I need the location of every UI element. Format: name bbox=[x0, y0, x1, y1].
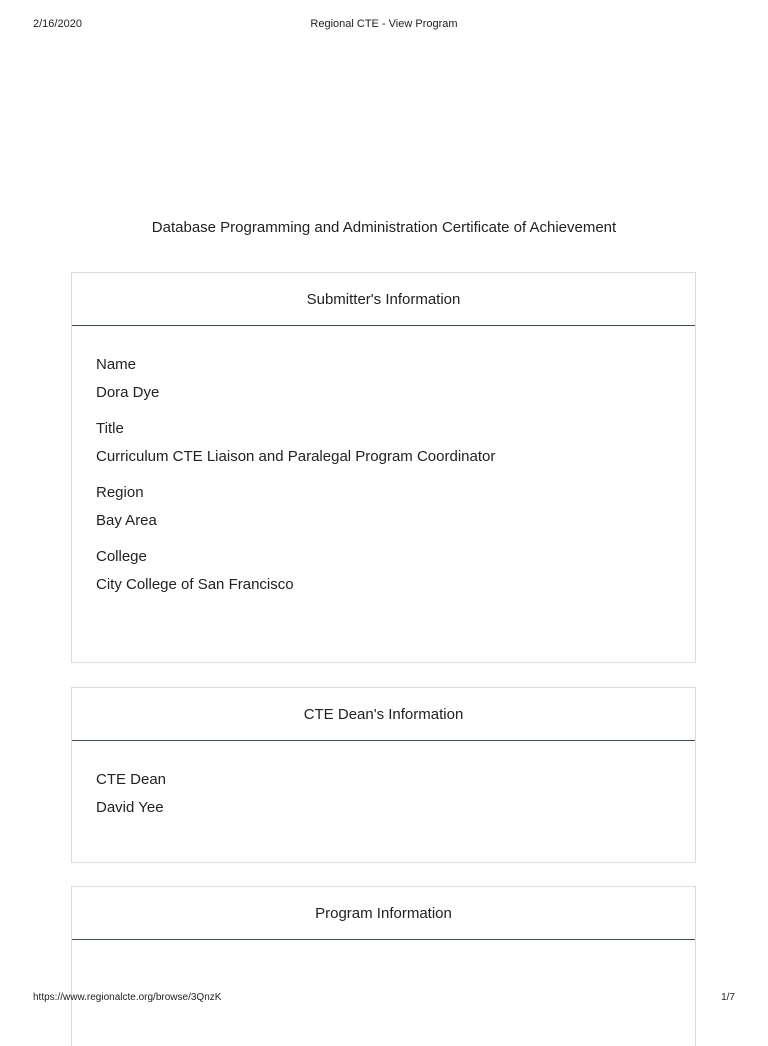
program-info-card bbox=[71, 886, 696, 1046]
field-value: Bay Area bbox=[96, 512, 157, 529]
print-page-number: 1/7 bbox=[721, 992, 735, 1003]
field-value: City College of San Francisco bbox=[96, 576, 294, 593]
submitter-info-heading: Submitter's Information bbox=[72, 273, 695, 326]
dean-info-card bbox=[71, 687, 696, 863]
field-name bbox=[96, 356, 671, 402]
submitter-info-card bbox=[71, 272, 696, 663]
field-value: Dora Dye bbox=[96, 384, 160, 401]
dean-info-heading: CTE Dean's Information bbox=[72, 688, 695, 741]
field-label: CTE Dean bbox=[96, 771, 167, 788]
field-value: David Yee bbox=[96, 799, 164, 816]
field-label: Title bbox=[96, 420, 124, 437]
field-region bbox=[96, 484, 671, 530]
submitter-info-body bbox=[72, 326, 695, 594]
dean-info-body bbox=[72, 741, 695, 817]
field-label: Name bbox=[96, 356, 137, 373]
field-college bbox=[96, 548, 671, 594]
field-title bbox=[96, 420, 671, 466]
field-label: College bbox=[96, 548, 147, 565]
print-url: https://www.regionalcte.org/browse/3QnzK bbox=[33, 992, 222, 1003]
field-label: Region bbox=[96, 484, 144, 501]
field-cte-dean bbox=[96, 771, 671, 817]
print-date: 2/16/2020 bbox=[33, 18, 82, 30]
print-page-title: Regional CTE - View Program bbox=[310, 18, 458, 30]
program-info-heading: Program Information bbox=[72, 887, 695, 940]
field-value: Curriculum CTE Liaison and Paralegal Program Coordinator bbox=[96, 448, 496, 465]
program-title: Database Programming and Administration Certificate of Achievement bbox=[151, 219, 617, 236]
